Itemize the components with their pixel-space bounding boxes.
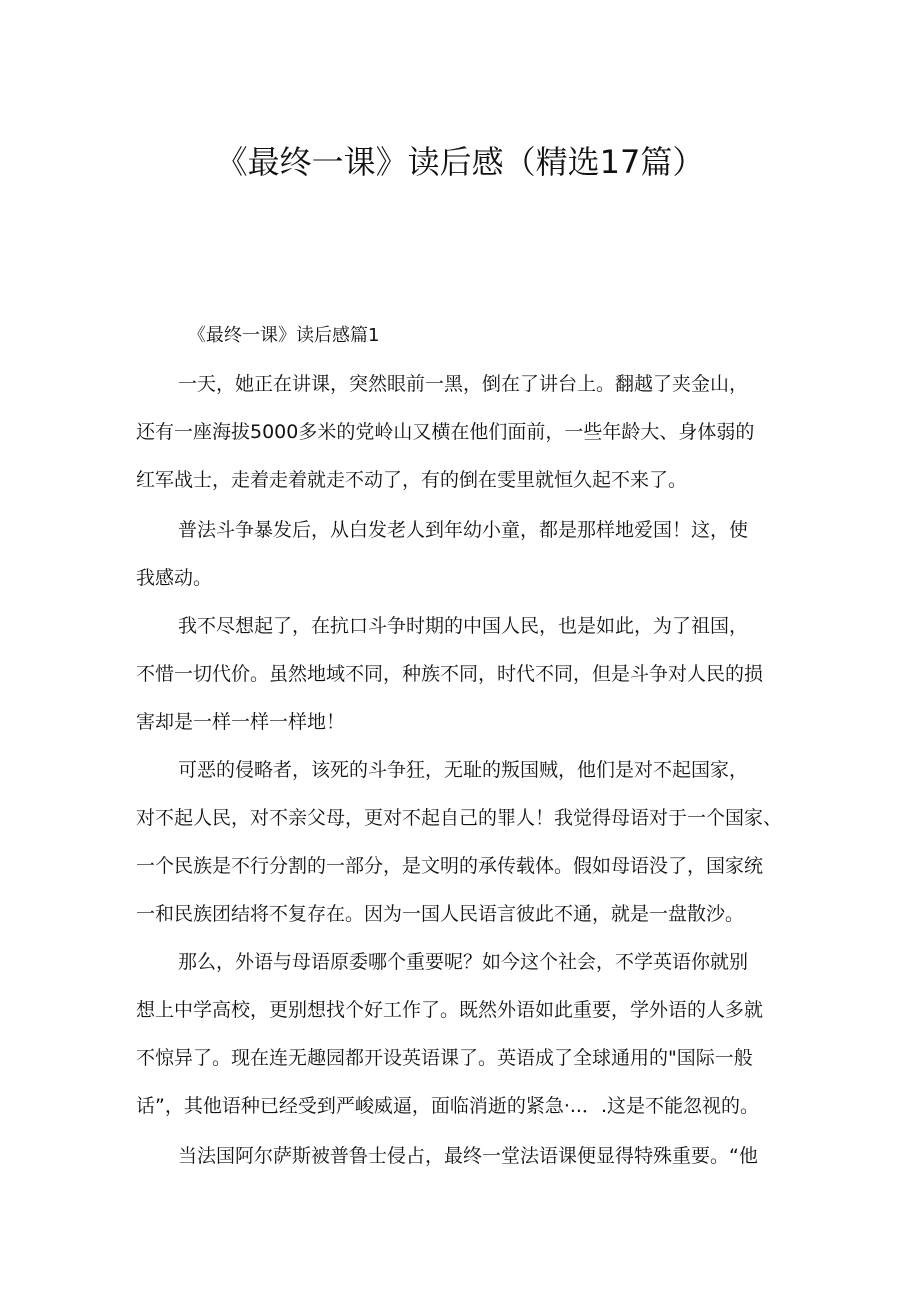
body-line: 红军战士，走着走着就走不动了，有的倒在雯里就恒久起不来了。 <box>136 469 688 491</box>
body-line: 普法斗争暴发后，从白发老人到年幼小童，都是那样地爱国！这，使 <box>178 519 749 541</box>
document-title: 《最终一课》读后感（精选17篇） <box>215 143 705 181</box>
body-line: 我感动。 <box>136 567 213 589</box>
body-line: 一个民族是不行分割的一部分，是文明的承传载体。假如母语没了，国家统 <box>136 855 764 877</box>
body-line: 不惜一切代价。虽然地域不同，种族不同，时代不同，但是斗争对人民的损 <box>136 663 764 685</box>
body-line: 害却是一样一样一样地！ <box>136 711 346 733</box>
body-line: 对不起人民，对不亲父母，更对不起自己的罪人！我觉得母语对于一个国家、 <box>136 807 783 829</box>
body-line: 话”，其他语种已经受到严峻威逼，面临消逝的紧急·..．.这是不能忽视的。 <box>136 1095 760 1117</box>
body-line: 那么，外语与母语原委哪个重要呢？如今这个社会，不学英语你就别 <box>178 951 749 973</box>
body-line: 不惊异了。现在连无趣园都开设英语课了。英语成了全球通用的"国际一般 <box>136 1047 753 1069</box>
body-line: 还有一座海拔5000多米的党岭山又横在他们面前，一些年龄大、身体弱的 <box>136 421 755 443</box>
section-heading: 《最终一课》读后感篇1 <box>188 325 380 346</box>
body-line: 一和民族团结将不复存在。因为一国人民语言彼此不通，就是一盘散沙。 <box>136 903 745 925</box>
body-line: 想上中学高校，更别想找个好工作了。既然外语如此重要，学外语的人多就 <box>136 999 764 1021</box>
body-line: 当法国阿尔萨斯被普鲁士侵占，最终一堂法语课便显得特殊重要。“他 <box>178 1145 758 1167</box>
body-line: 我不尽想起了，在抗口斗争时期的中国人民，也是如此，为了祖国， <box>178 615 749 637</box>
body-line: 一天，她正在讲课，突然眼前一黑，倒在了讲台上。翻越了夹金山， <box>178 373 749 395</box>
body-line: 可恶的侵略者，该死的斗争狂，无耻的叛国贼，他们是对不起国家， <box>178 759 749 781</box>
